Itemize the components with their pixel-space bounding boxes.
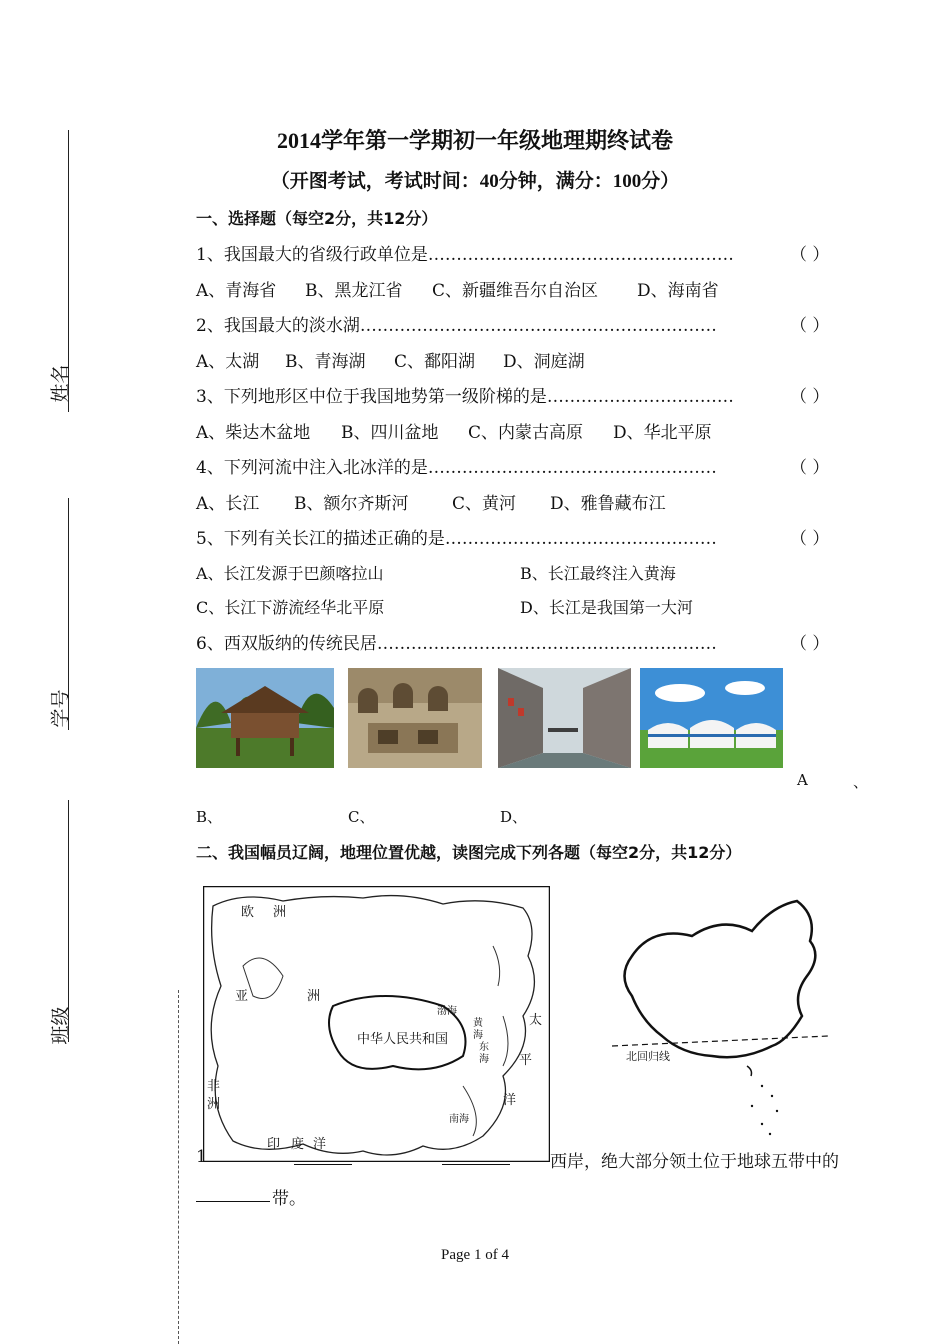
section2-q1-end: 带。: [272, 1189, 306, 1209]
map-label-pacific-3: 洋: [503, 1093, 517, 1108]
question-3: 3、下列地形区中位于我国地势第一级阶梯的是……………………………: [196, 387, 734, 407]
photo-option-a-bamboo-house: [196, 668, 334, 768]
section2-q1-blank-1[interactable]: [294, 1164, 352, 1165]
q2-option-a: A、太湖: [196, 352, 260, 372]
map-label-east-sea-1: 东: [479, 1042, 489, 1053]
tropic-of-cancer-label: 北回归线: [626, 1050, 670, 1063]
q3-option-a: A、柴达木盆地: [196, 423, 311, 443]
answer-bracket-4: （ ）: [790, 458, 830, 478]
q1-option-a: A、青海省: [196, 281, 277, 301]
map-label-south-sea: 南海: [449, 1114, 469, 1125]
map-label-asia-1: 亚: [235, 989, 249, 1004]
map-label-bohai: 渤海: [437, 1006, 457, 1017]
asia-map: [203, 886, 550, 1162]
map-label-east-sea-2: 海: [479, 1054, 489, 1065]
q5-option-a: A、长江发源于巴颜喀拉山: [196, 564, 384, 583]
answer-bracket-6: （ ）: [790, 634, 830, 654]
map-label-africa-1: 非: [207, 1079, 221, 1094]
q4-option-d: D、雅鲁藏布江: [550, 494, 666, 514]
section2-q1-blank-2[interactable]: [442, 1164, 510, 1165]
map-label-europe-2: 洲: [273, 905, 287, 920]
section2-q1-prefix: 1: [196, 1147, 207, 1167]
q1-option-b: B、黑龙江省: [305, 281, 403, 301]
photo-option-b-cave-dwelling: [348, 668, 482, 768]
map-label-pacific-1: 太: [529, 1013, 543, 1028]
q5-option-d: D、长江是我国第一大河: [520, 598, 693, 617]
q4-option-a: A、长江: [196, 494, 260, 514]
answer-bracket-2: （ ）: [790, 316, 830, 336]
binding-dashed-line: [178, 990, 179, 1344]
answer-bracket-1: （ ）: [790, 245, 830, 265]
photo-option-c-water-town: [498, 668, 631, 768]
question-4: 4、下列河流中注入北冰洋的是……………………………………………: [196, 458, 717, 478]
question-5: 5、下列有关长江的描述正确的是…………………………………………: [196, 529, 717, 549]
name-label: 姓名: [49, 364, 72, 403]
q5-option-b: B、长江最终注入黄海: [520, 564, 676, 583]
question-6: 6、西双版纳的传统民居……………………………………………………: [196, 634, 717, 654]
answer-bracket-3: （ ）: [790, 387, 830, 407]
photo-option-d-yurts: [640, 668, 783, 768]
q5-option-c: C、长江下游流经华北平原: [196, 598, 385, 617]
q6-option-b: B、: [196, 808, 223, 826]
q2-option-b: B、青海湖: [285, 352, 366, 372]
map-label-yellow-sea-1: 黄: [473, 1018, 483, 1029]
map-label-asia-2: 洲: [307, 989, 321, 1004]
q6-option-a: A: [797, 771, 808, 789]
question-1: 1、我国最大的省级行政单位是………………………………………………: [196, 245, 734, 265]
answer-bracket-5: （ ）: [790, 529, 830, 549]
q3-option-c: C、内蒙古高原: [468, 423, 584, 443]
q4-option-b: B、额尔齐斯河: [294, 494, 409, 514]
section2-q1-tail: 西岸，绝大部分领土位于地球五带中的: [550, 1152, 839, 1172]
id-label: 学号: [49, 689, 72, 728]
exam-subtitle: （开图考试，考试时间：40分钟，满分：100分）: [270, 171, 680, 192]
question-2: 2、我国最大的淡水湖………………………………………………………: [196, 316, 717, 336]
q4-option-c: C、黄河: [452, 494, 517, 514]
map-label-indian-ocean-3: 洋: [313, 1137, 327, 1152]
map-label-africa-2: 洲: [207, 1097, 221, 1112]
china-outline-map: [612, 896, 828, 1140]
q6-option-d: D、: [500, 808, 528, 826]
map-label-indian-ocean-1: 印: [267, 1137, 281, 1152]
q6-option-a-separator: 、: [853, 773, 869, 791]
q6-option-c: C、: [348, 808, 375, 826]
map-label-indian-ocean-2: 度: [291, 1137, 305, 1152]
page-number: Page 1 of 4: [441, 1247, 509, 1263]
q2-option-d: D、洞庭湖: [503, 352, 585, 372]
class-label: 班级: [49, 1006, 72, 1045]
exam-title: 2014学年第一学期初一年级地理期终试卷: [276, 128, 673, 153]
q1-option-d: D、海南省: [637, 281, 719, 301]
q1-option-c: C、新疆维吾尔自治区: [432, 281, 599, 301]
section1-heading: 一、选择题（每空2分，共12分）: [196, 209, 438, 228]
map-label-pacific-2: 平: [519, 1053, 533, 1068]
section2-heading: 二、我国幅员辽阔，地理位置优越，读图完成下列各题（每空2分，共12分）: [196, 843, 742, 862]
q3-option-b: B、四川盆地: [341, 423, 439, 443]
section2-q1-blank-3[interactable]: [196, 1201, 270, 1202]
q2-option-c: C、鄱阳湖: [394, 352, 476, 372]
map-label-europe-1: 欧: [241, 905, 255, 920]
map-label-yellow-sea-2: 海: [473, 1030, 483, 1041]
q3-option-d: D、华北平原: [613, 423, 712, 443]
map-label-prc: 中华人民共和国: [357, 1032, 449, 1047]
